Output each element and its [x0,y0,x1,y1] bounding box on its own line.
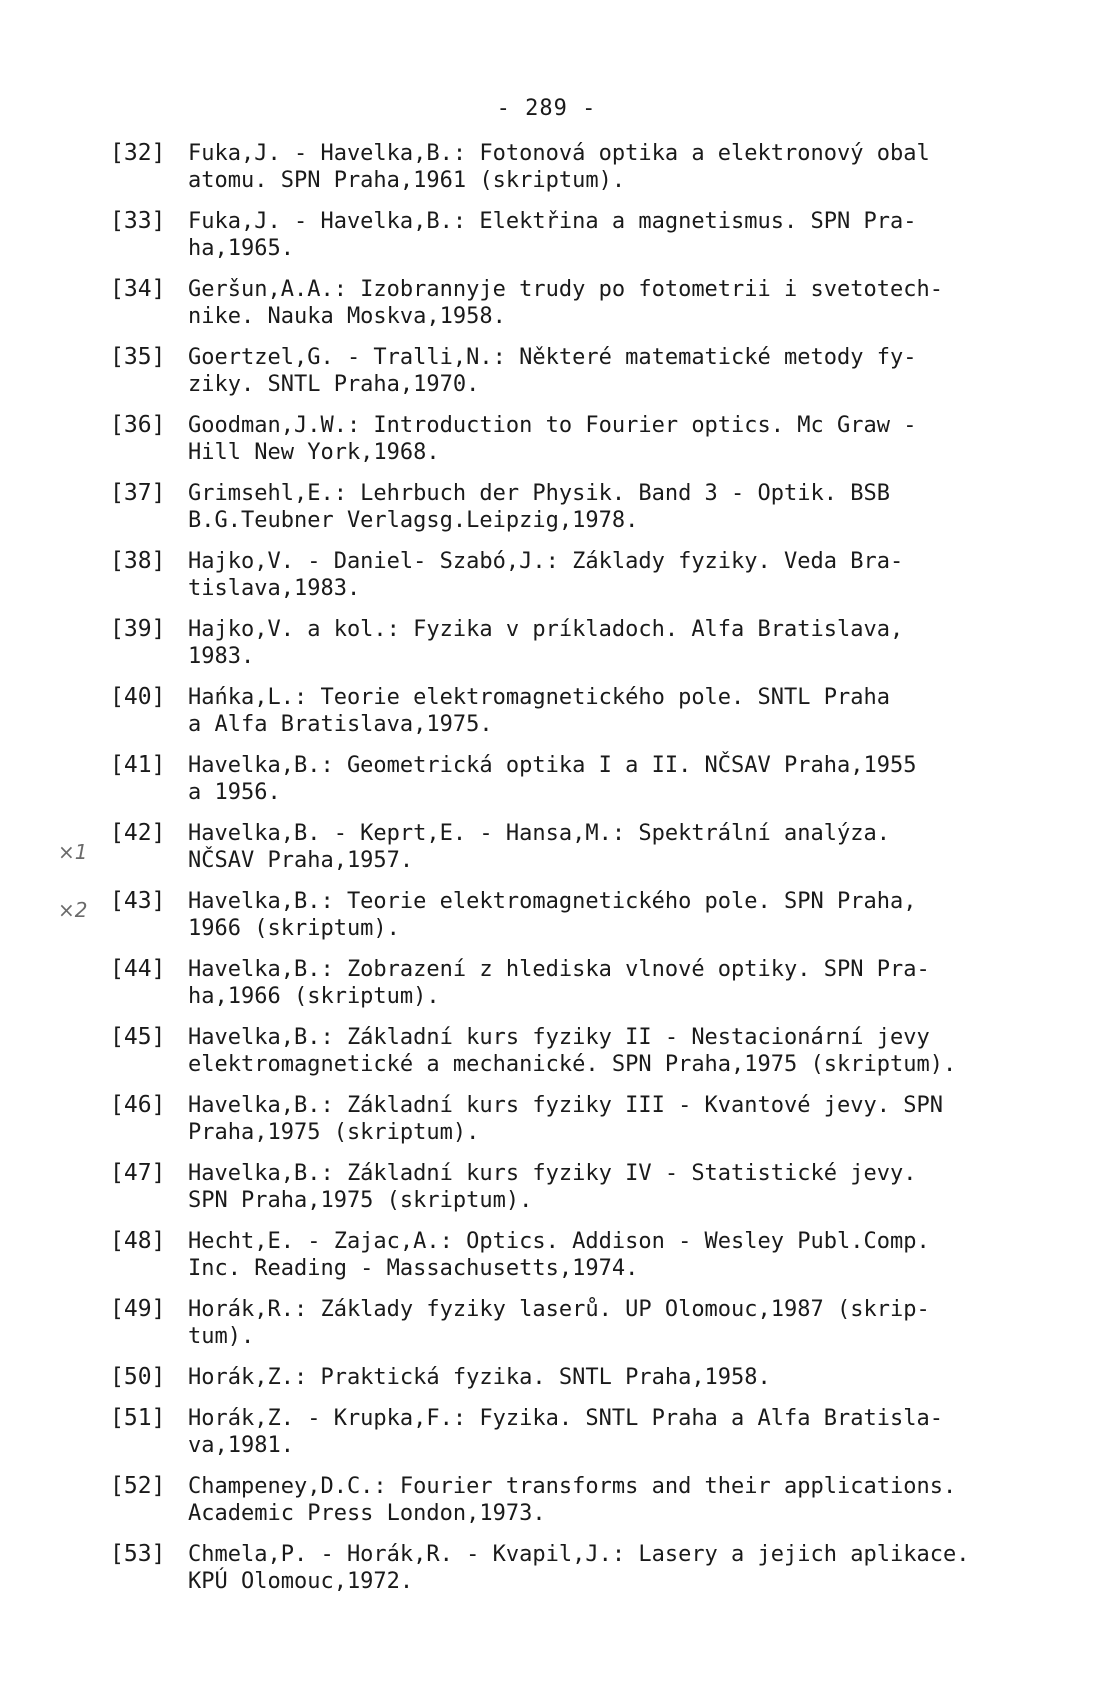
entry-number: [48] [110,1228,166,1254]
page-number: - 289 - [496,96,597,121]
entry-number: [49] [110,1296,166,1322]
bibliography-entry [110,820,1070,874]
entry-number: [39] [110,616,166,642]
entry-number: [38] [110,548,166,574]
bibliography-entry [110,1296,1070,1350]
entry-number: [51] [110,1405,166,1431]
entry-text: Horák,R.: Základy fyziky laserů. UP Olomouc,1987 (skrip- tum). [188,1297,930,1349]
bibliography-entry [110,208,1070,262]
entry-number: [33] [110,208,166,234]
entry-text: Champeney,D.C.: Fourier transforms and their applications. Academic Press London,1973. [188,1474,957,1526]
bibliography-entry [110,1092,1070,1146]
entry-number: [50] [110,1364,166,1390]
entry-number: [43] [110,888,166,914]
entry-text: Havelka,B.: Základní kurs fyziky IV - Statistické jevy. SPN Praha,1975 (skriptum). [188,1161,917,1213]
entry-number: [41] [110,752,166,778]
entry-text: Havelka,B.: Teorie elektromagnetického pole. SPN Praha, 1966 (skriptum). [188,889,917,941]
bibliography-entry [110,412,1070,466]
bibliography-entry [110,752,1070,806]
bibliography-entry [110,1160,1070,1214]
entry-text: Chmela,P. - Horák,R. - Kvapil,J.: Lasery a jejich aplikace. KPÚ Olomouc,1972. [188,1542,970,1594]
entry-text: Geršun,A.A.: Izobrannyje trudy po fotometrii i svetotech- nike. Nauka Moskva,1958. [188,277,943,329]
entry-number: [52] [110,1473,166,1499]
bibliography-entry [110,480,1070,534]
bibliography-entry [110,1473,1070,1527]
entry-text: Havelka,B.: Geometrická optika I a II. NČSAV Praha,1955 a 1956. [188,753,917,805]
margin-mark-1: ×1 [58,840,88,864]
bibliography-entry [110,140,1070,194]
entry-number: [34] [110,276,166,302]
entry-number: [40] [110,684,166,710]
entry-text: Horák,Z. - Krupka,F.: Fyzika. SNTL Praha a Alfa Bratisla- va,1981. [188,1406,943,1458]
bibliography-entry [110,1364,1070,1391]
entry-number: [53] [110,1541,166,1567]
entry-text: Goertzel,G. - Tralli,N.: Některé matematické metody fy- ziky. SNTL Praha,1970. [188,345,917,397]
entry-text: Havelka,B.: Zobrazení z hlediska vlnové optiky. SPN Pra- ha,1966 (skriptum). [188,957,930,1009]
entry-number: [37] [110,480,166,506]
entry-number: [36] [110,412,166,438]
entry-text: Havelka,B.: Základní kurs fyziky III - Kvantové jevy. SPN Praha,1975 (skriptum). [188,1093,943,1145]
entry-text: Hecht,E. - Zajac,A.: Optics. Addison - Wesley Publ.Comp. Inc. Reading - Massachusetts,1974. [188,1229,930,1281]
bibliography-entry [110,888,1070,942]
entry-number: [46] [110,1092,166,1118]
entry-number: [47] [110,1160,166,1186]
bibliography-entry [110,1228,1070,1282]
bibliography-entry [110,616,1070,670]
entry-text: Havelka,B. - Keprt,E. - Hansa,M.: Spektrální analýza. NČSAV Praha,1957. [188,821,890,873]
entry-text: Hajko,V. - Daniel- Szabó,J.: Základy fyziky. Veda Bra- tislava,1983. [188,549,904,601]
bibliography-list [110,140,1070,1609]
bibliography-entry [110,344,1070,398]
entry-number: [35] [110,344,166,370]
entry-number: [42] [110,820,166,846]
entry-text: Grimsehl,E.: Lehrbuch der Physik. Band 3 - Optik. BSB B.G.Teubner Verlagsg.Leipzig,1978. [188,481,890,533]
entry-number: [32] [110,140,166,166]
bibliography-entry [110,548,1070,602]
bibliography-entry [110,1024,1070,1078]
bibliography-entry [110,956,1070,1010]
entry-text: Fuka,J. - Havelka,B.: Fotonová optika a elektronový obal atomu. SPN Praha,1961 (skriptum). [188,141,930,193]
entry-text: Hajko,V. a kol.: Fyzika v príkladoch. Alfa Bratislava, 1983. [188,617,904,669]
bibliography-entry [110,684,1070,738]
bibliography-entry [110,276,1070,330]
entry-text: Havelka,B.: Základní kurs fyziky II - Nestacionární jevy elektromagnetické a mechanické. SPN Praha,1975 (skriptum). [188,1025,957,1077]
entry-text: Hańka,L.: Teorie elektromagnetického pole. SNTL Praha a Alfa Bratislava,1975. [188,685,890,737]
bibliography-entry [110,1405,1070,1459]
entry-number: [45] [110,1024,166,1050]
entry-text: Fuka,J. - Havelka,B.: Elektřina a magnetismus. SPN Pra- ha,1965. [188,209,917,261]
entry-number: [44] [110,956,166,982]
entry-text: Goodman,J.W.: Introduction to Fourier optics. Mc Graw - Hill New York,1968. [188,413,917,465]
entry-text: Horák,Z.: Praktická fyzika. SNTL Praha,1958. [188,1365,771,1390]
margin-mark-2: ×2 [58,898,88,922]
bibliography-entry [110,1541,1070,1595]
